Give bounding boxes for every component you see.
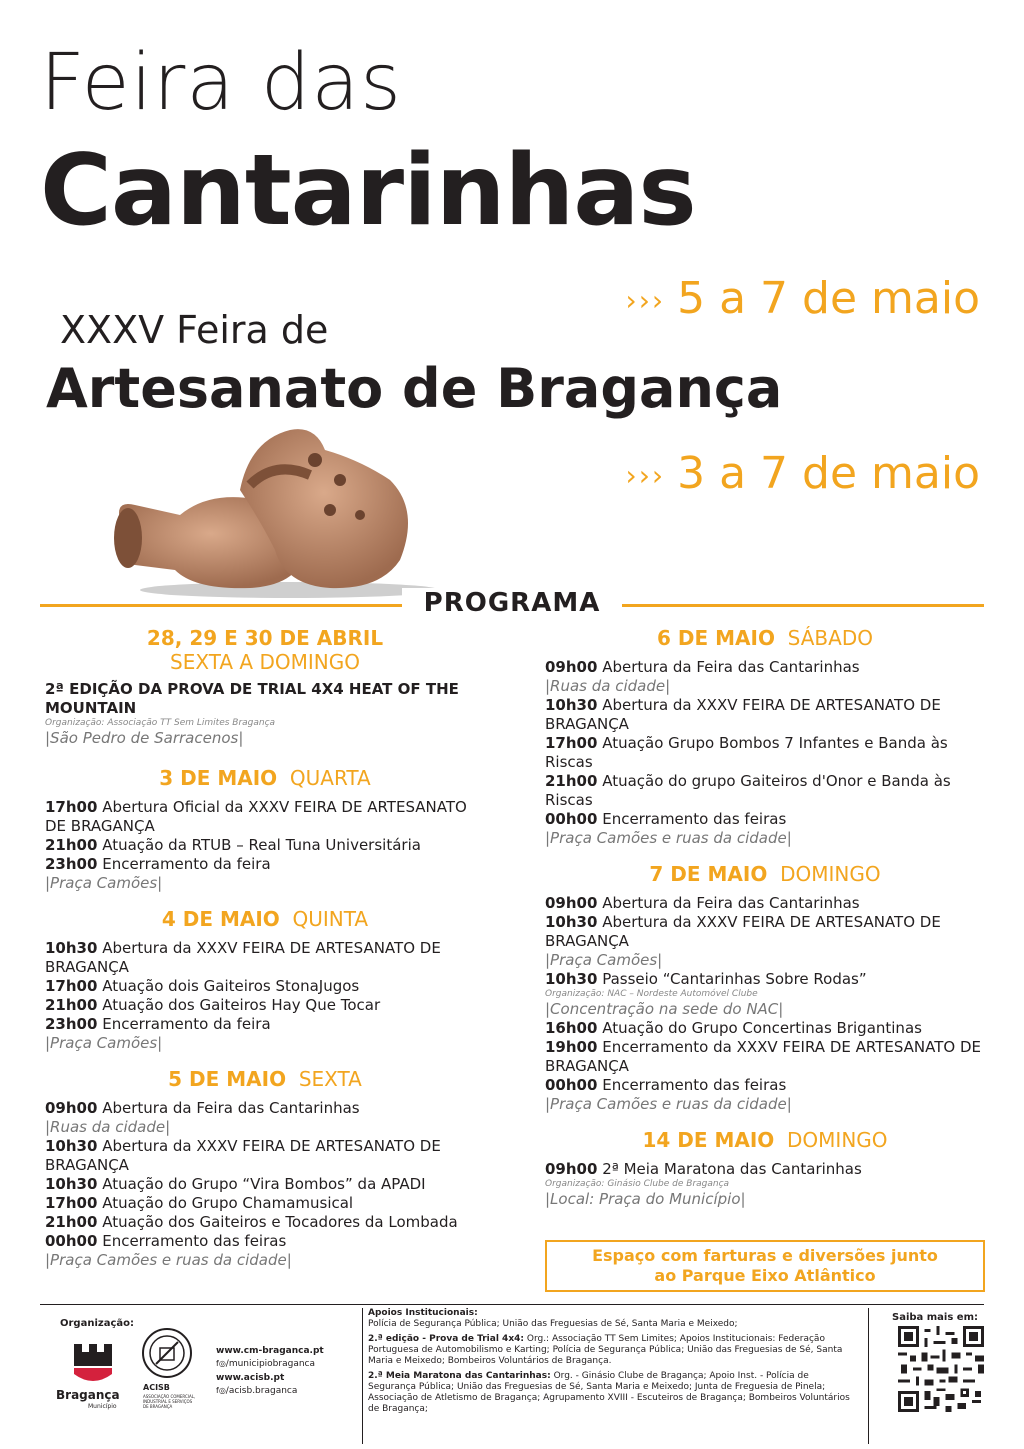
day-header: 3 DE MAIO QUARTA bbox=[159, 766, 371, 790]
artesanato-dates: ››› 3 a 7 de maio bbox=[625, 448, 980, 499]
event-location: |Praça Camões| bbox=[45, 874, 163, 892]
event-location: |Praça Camões e ruas da cidade| bbox=[545, 829, 792, 847]
facebook-instagram-icon: f◎ bbox=[216, 1359, 226, 1368]
cantarinha-pottery-image bbox=[100, 420, 460, 600]
event-item: 21h00 Atuação dos Gaiteiros e Tocadores da Lombada bbox=[45, 1213, 458, 1231]
program-left-column bbox=[45, 626, 485, 1270]
footer-separator bbox=[362, 1308, 363, 1444]
social-link[interactable]: f◎/acisb.braganca bbox=[216, 1386, 298, 1396]
supporters-text: Apoios Institucionais: Polícia de Segurança Pública; União das Freguesias de Sé, Santa Maria e Meixedo; 2.ª edição - Prova de Trial 4x4: Org.: Associação TT Sem Limites; Apoios Institucionais: Federação Portuguesa de Automobilismo e Karting; Polícia de Segurança Pública; União das Freguesias de Sé, Santa Maria e Meixedo; Bombeiros Voluntários de Bragança. 2.ª Meia Maratona das Cantarinhas: Org. - Ginásio Clube de Bragança; Apoio Inst. - Polícia de Segurança Pública; União das Freguesias de Sé, Santa Maria e Meixedo; Junta de Freguesia de Pinela; Associação de Atletismo de Bragança; Agrupamento XVIII - Escuteiros de Bragança; Bombeiros Voluntários de Bragança; bbox=[368, 1308, 850, 1414]
event-location: |Ruas da cidade| bbox=[45, 1118, 171, 1136]
event-item: 10h30 Abertura da XXXV FEIRA DE ARTESANATO DE BRAGANÇA bbox=[545, 696, 941, 733]
event-item: 17h00 Abertura Oficial da XXXV FEIRA DE ARTESANATO DE BRAGANÇA bbox=[45, 798, 467, 835]
event-item: 00h00 Encerramento das feiras bbox=[45, 1232, 287, 1250]
event-location: |Praça Camões| bbox=[545, 951, 663, 969]
title-line2: Cantarinhas bbox=[40, 134, 696, 248]
event-location: |Praça Camões e ruas da cidade| bbox=[545, 1095, 792, 1113]
facebook-instagram-icon: f◎ bbox=[216, 1386, 226, 1395]
event-item: 2ª EDIÇÃO DA PROVA DE TRIAL 4X4 HEAT OF THE MOUNTAIN bbox=[45, 680, 459, 717]
event-location: |Local: Praça do Município| bbox=[545, 1190, 746, 1208]
event-item: 09h00 Abertura da Feira das Cantarinhas bbox=[45, 1099, 360, 1117]
footer-separator bbox=[868, 1308, 869, 1444]
arrows-icon: ››› bbox=[625, 459, 666, 492]
municipio-text: Município bbox=[88, 1403, 117, 1410]
program-right-column bbox=[545, 626, 985, 1209]
event-item: 10h30 Abertura da XXXV FEIRA DE ARTESANATO DE BRAGANÇA bbox=[45, 1137, 441, 1174]
event-item: 09h00 Abertura da Feira das Cantarinhas bbox=[545, 894, 860, 912]
social-link[interactable]: f◎/municipiobraganca bbox=[216, 1359, 315, 1369]
website-link[interactable]: www.cm-braganca.pt bbox=[216, 1346, 324, 1356]
day-header: 5 DE MAIO SEXTA bbox=[168, 1067, 362, 1091]
event-item: 23h00 Encerramento da feira bbox=[45, 1015, 271, 1033]
event-item: 09h00 2ª Meia Maratona das Cantarinhas bbox=[545, 1160, 862, 1178]
event-item: 10h30 Passeio “Cantarinhas Sobre Rodas” bbox=[545, 970, 867, 988]
subtitle-line1: XXXV Feira de bbox=[60, 308, 329, 352]
event-location: |Concentração na sede do NAC| bbox=[545, 1000, 784, 1018]
event-item: 23h00 Encerramento da feira bbox=[45, 855, 271, 873]
event-item: 00h00 Encerramento das feiras bbox=[545, 810, 787, 828]
event-item: 17h00 Atuação dois Gaiteiros StonaJugos bbox=[45, 977, 360, 995]
website-link[interactable]: www.acisb.pt bbox=[216, 1373, 285, 1383]
acisb-logo-icon bbox=[140, 1326, 194, 1380]
event-organizer: Organização: Associação TT Sem Limites Bragança bbox=[45, 718, 276, 728]
acisb-subtitle: ASSOCIAÇÃO COMERCIAL, INDUSTRIAL E SERVIÇOS DE BRAGANÇA bbox=[143, 1394, 196, 1409]
event-item: 16h00 Atuação do Grupo Concertinas Brigantinas bbox=[545, 1019, 922, 1037]
event-item: 10h30 Abertura da XXXV FEIRA DE ARTESANATO DE BRAGANÇA bbox=[45, 939, 441, 976]
event-item: 21h00 Atuação da RTUB – Real Tuna Universitária bbox=[45, 836, 421, 854]
braganca-logo-text: Bragança bbox=[56, 1388, 120, 1402]
org-label: Organização: bbox=[60, 1318, 134, 1329]
day-header: 28, 29 E 30 DE ABRIL SEXTA A DOMINGO bbox=[146, 626, 384, 674]
programa-title: PROGRAMA bbox=[402, 588, 622, 618]
event-item: 21h00 Atuação do grupo Gaiteiros d'Onor e Banda às Riscas bbox=[545, 772, 951, 809]
saiba-mais-label: Saiba mais em: bbox=[892, 1312, 978, 1323]
day-header: 6 DE MAIO SÁBADO bbox=[657, 626, 873, 650]
event-organizer: Organização: Ginásio Clube de Bragança bbox=[545, 1179, 730, 1189]
event-item: 00h00 Encerramento das feiras bbox=[545, 1076, 787, 1094]
day-header: 14 DE MAIO DOMINGO bbox=[642, 1128, 888, 1152]
event-item: 21h00 Atuação dos Gaiteiros Hay Que Tocar bbox=[45, 996, 381, 1014]
subtitle-line2: Artesanato de Bragança bbox=[46, 357, 783, 420]
title-line1: Feira das bbox=[40, 38, 402, 128]
event-item: 09h00 Abertura da Feira das Cantarinhas bbox=[545, 658, 860, 676]
farturas-notice-box: Espaço com farturas e diversões junto ao Parque Eixo Atlântico bbox=[545, 1240, 985, 1292]
event-location: |Ruas da cidade| bbox=[545, 677, 671, 695]
feira-dates: ››› 5 a 7 de maio bbox=[625, 273, 980, 324]
event-item: 10h30 Atuação do Grupo “Vira Bombos” da APADI bbox=[45, 1175, 426, 1193]
day-header: 4 DE MAIO QUINTA bbox=[161, 907, 369, 931]
event-item: 10h30 Abertura da XXXV FEIRA DE ARTESANATO DE BRAGANÇA bbox=[545, 913, 941, 950]
event-location: |São Pedro de Sarracenos| bbox=[45, 729, 244, 747]
event-item: 19h00 Encerramento da XXXV FEIRA DE ARTESANATO DE BRAGANÇA bbox=[545, 1038, 981, 1075]
day-header: 7 DE MAIO DOMINGO bbox=[649, 862, 881, 886]
event-location: |Praça Camões e ruas da cidade| bbox=[45, 1251, 292, 1269]
footer-divider bbox=[40, 1304, 984, 1305]
event-location: |Praça Camões| bbox=[45, 1034, 163, 1052]
acisb-logo-text: ACISB bbox=[143, 1383, 170, 1392]
arrows-icon: ››› bbox=[625, 284, 666, 317]
event-organizer: Organização: NAC – Nordeste Automóvel Clube bbox=[545, 989, 758, 999]
event-item: 17h00 Atuação Grupo Bombos 7 Infantes e Banda às Riscas bbox=[545, 734, 948, 771]
braganca-crest-icon bbox=[70, 1342, 116, 1386]
event-item: 17h00 Atuação do Grupo Chamamusical bbox=[45, 1194, 354, 1212]
qr-code-icon[interactable] bbox=[898, 1326, 984, 1412]
